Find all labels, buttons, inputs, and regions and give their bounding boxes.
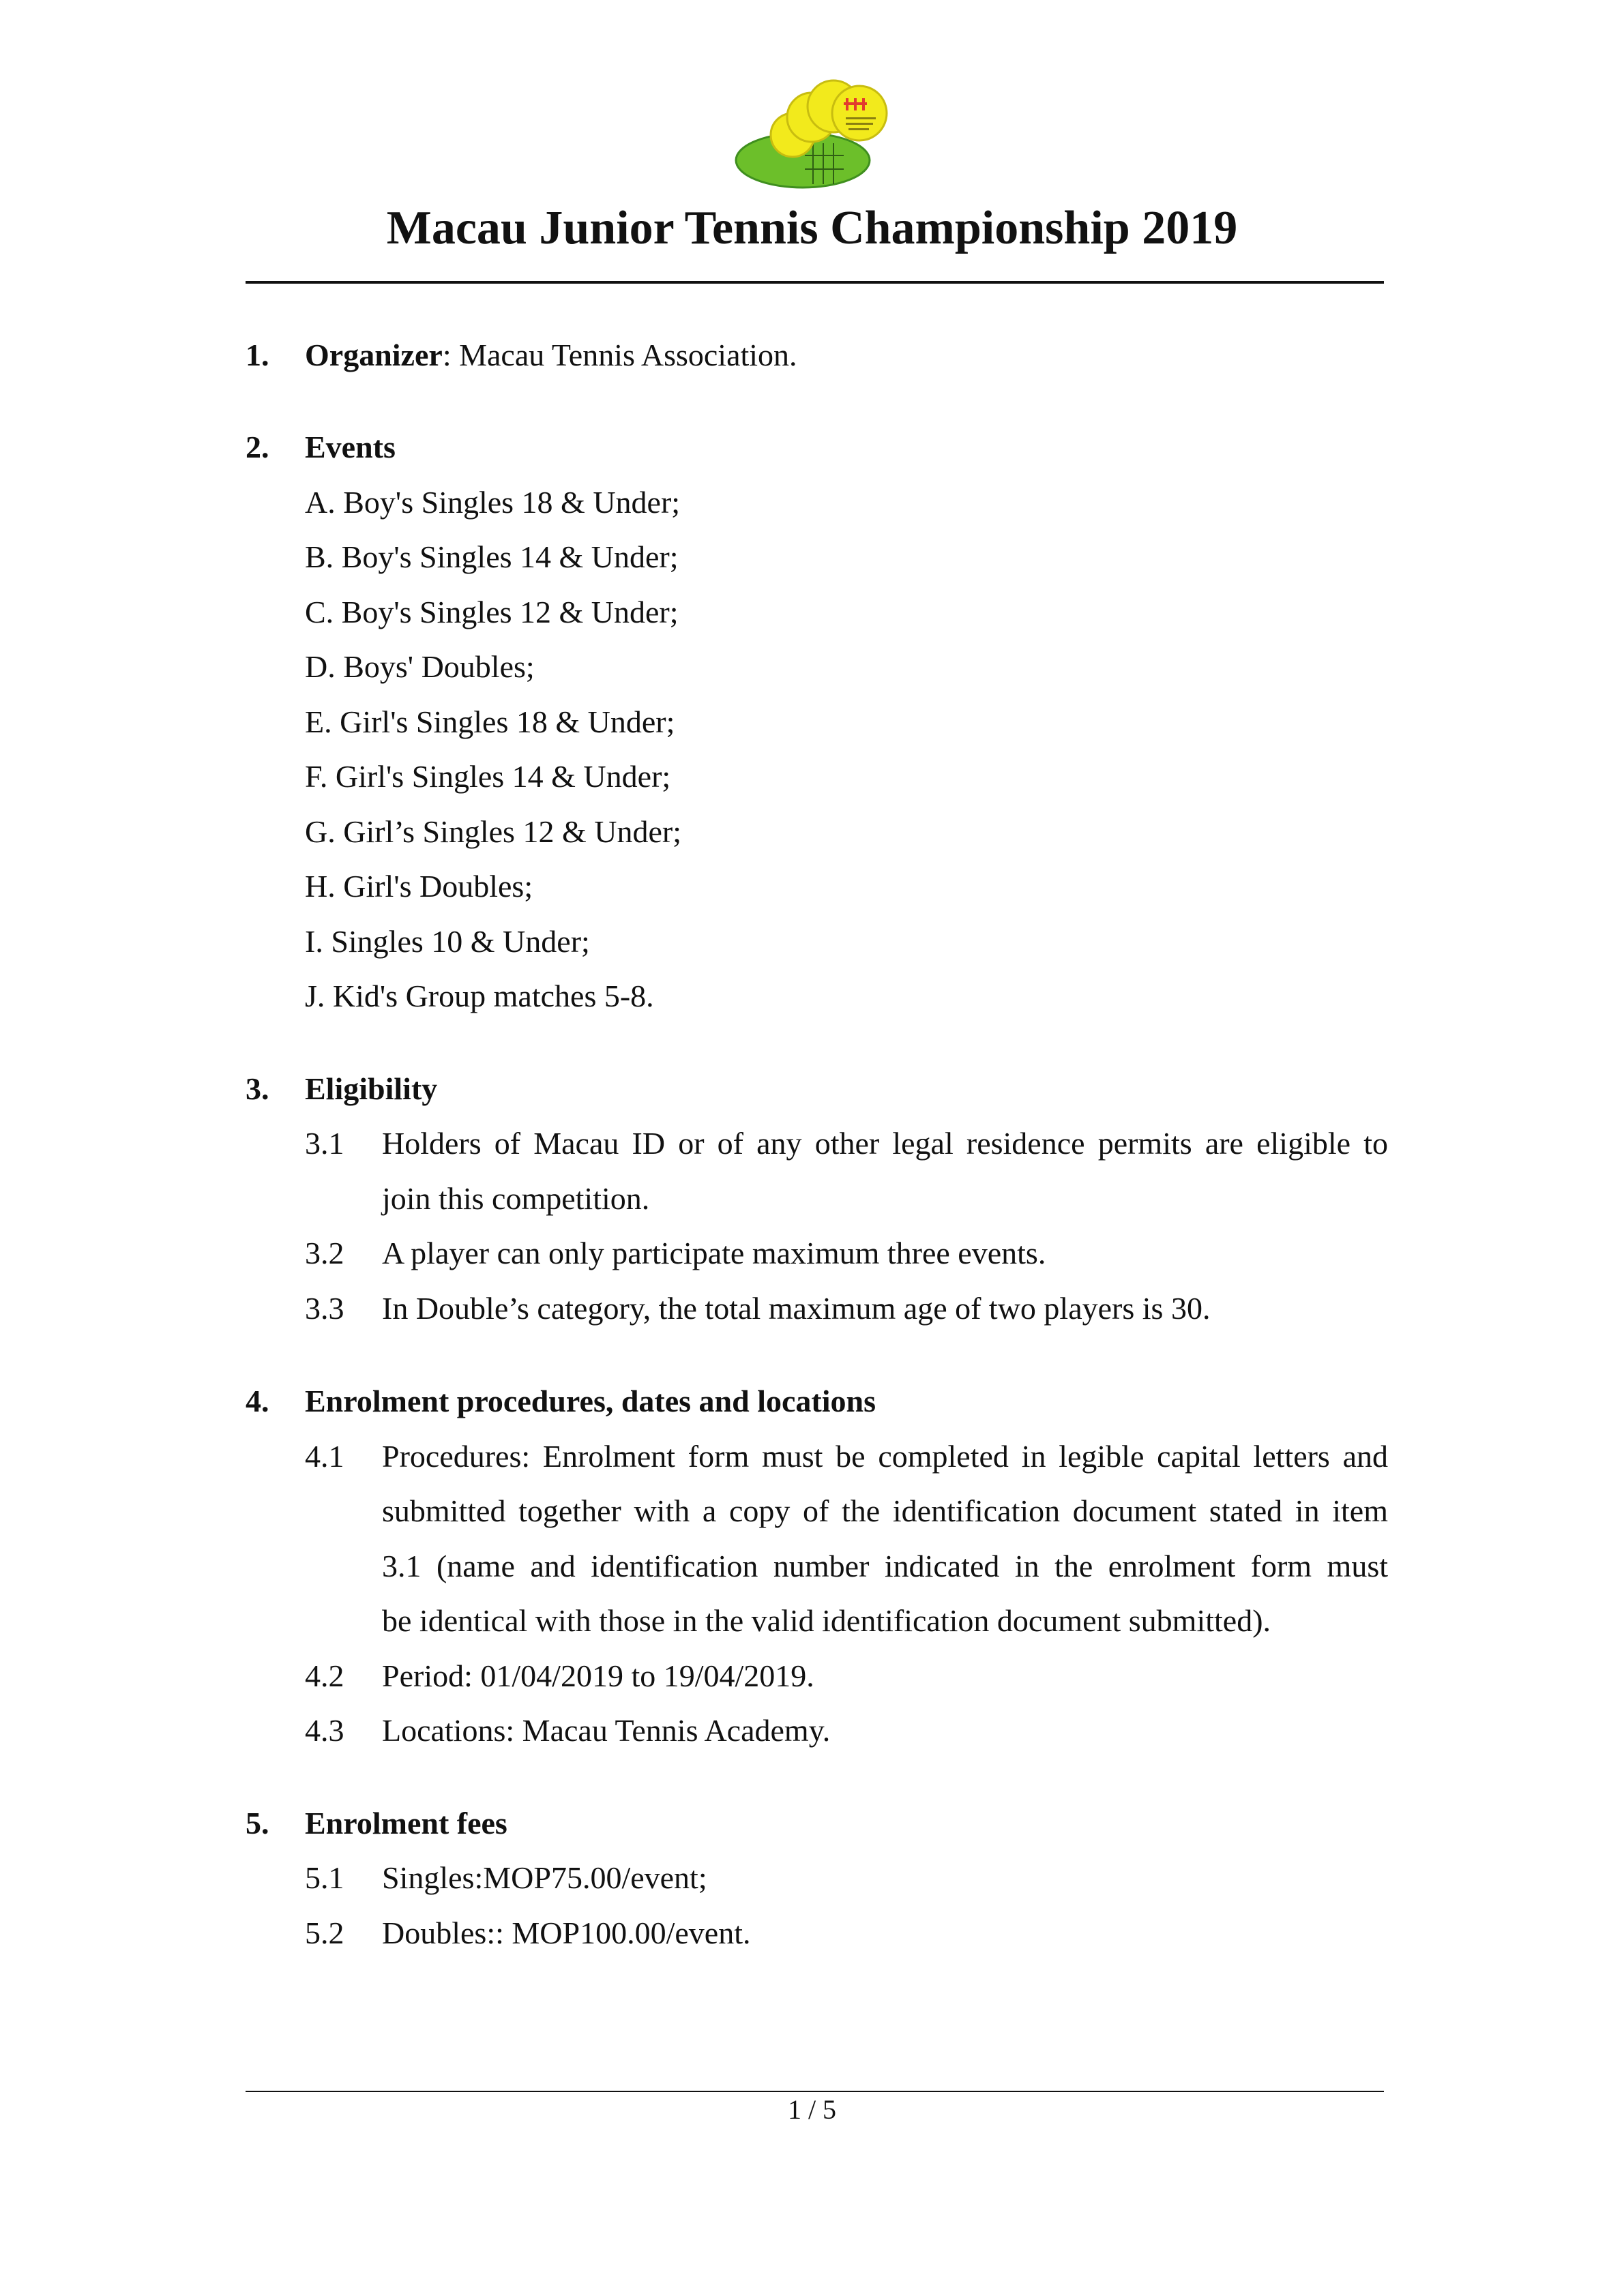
section-heading-enrolment-fees: Enrolment fees — [305, 1806, 507, 1840]
section-heading-enrolment-procedures: Enrolment procedures, dates and locations — [305, 1384, 876, 1418]
section-number: 3. — [246, 1071, 269, 1106]
clause-text: Holders of Macau ID or of any other legal residence permits are eligible to — [382, 1126, 1388, 1161]
clause-text: be identical with those in the valid identification document submitted). — [382, 1603, 1271, 1638]
clause-text: Singles:MOP75.00/event; — [382, 1860, 707, 1895]
clause-text: A player can only participate maximum three events. — [382, 1236, 1046, 1270]
event-item: C. Boy's Singles 12 & Under; — [305, 595, 679, 629]
title-divider — [246, 281, 1384, 284]
macau-tennis-association-logo — [731, 75, 902, 191]
clause-text: Period: 01/04/2019 to 19/04/2019. — [382, 1658, 814, 1693]
clause-number: 3.3 — [305, 1291, 344, 1326]
clause-number: 4.2 — [305, 1658, 344, 1693]
event-item: A. Boy's Singles 18 & Under; — [305, 485, 681, 520]
event-item: E. Girl's Singles 18 & Under; — [305, 704, 675, 739]
section-number: 1. — [246, 338, 269, 372]
event-item: B. Boy's Singles 14 & Under; — [305, 539, 679, 574]
clause-number: 3.2 — [305, 1236, 344, 1270]
clause-text: 3.1 (name and identification number indicated in the enrolment form must — [382, 1549, 1388, 1583]
clause-text: submitted together with a copy of the identification document stated in item — [382, 1493, 1388, 1528]
page-number: 1 / 5 — [787, 2094, 837, 2125]
clause-text: Locations: Macau Tennis Academy. — [382, 1713, 831, 1748]
section-label: Organizer — [305, 338, 443, 372]
clause-text: In Double’s category, the total maximum age of two players is 30. — [382, 1291, 1211, 1326]
clause-number: 3.1 — [305, 1126, 344, 1161]
section-number: 4. — [246, 1384, 269, 1418]
clause-text: Doubles:: MOP100.00/event. — [382, 1915, 751, 1950]
section-heading-events: Events — [305, 430, 396, 464]
clause-number: 4.1 — [305, 1439, 344, 1474]
clause-text: join this competition. — [382, 1181, 650, 1216]
clause-number: 5.2 — [305, 1915, 344, 1950]
section-heading-organizer — [305, 335, 797, 376]
clause-text: Procedures: Enrolment form must be completed in legible capital letters and — [382, 1439, 1388, 1474]
section-heading-eligibility: Eligibility — [305, 1071, 438, 1106]
section-number: 2. — [246, 430, 269, 464]
event-item: G. Girl’s Singles 12 & Under; — [305, 814, 681, 849]
organizer-value: : Macau Tennis Association. — [442, 338, 797, 372]
event-item: J. Kid's Group matches 5-8. — [305, 979, 654, 1013]
clause-number: 4.3 — [305, 1713, 344, 1748]
section-number: 5. — [246, 1806, 269, 1840]
clause-number: 5.1 — [305, 1860, 344, 1895]
event-item: I. Singles 10 & Under; — [305, 924, 590, 959]
event-item: F. Girl's Singles 14 & Under; — [305, 759, 671, 794]
page-title: Macau Junior Tennis Championship 2019 — [386, 202, 1238, 254]
event-item: D. Boys' Doubles; — [305, 649, 535, 684]
event-item: H. Girl's Doubles; — [305, 869, 533, 904]
